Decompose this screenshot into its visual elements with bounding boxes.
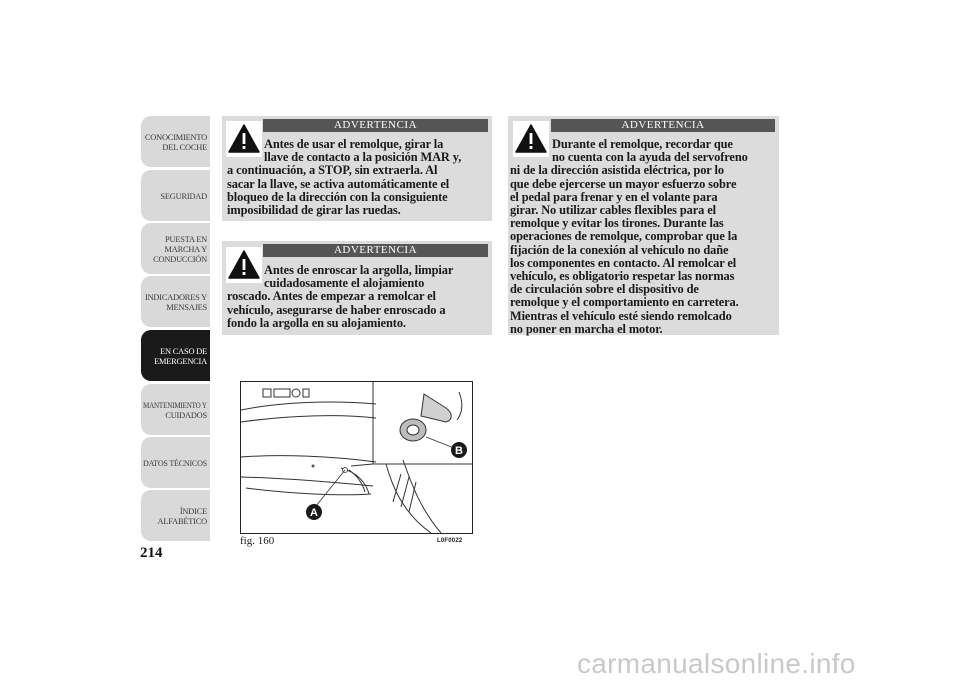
tab-label-line: CONDUCCIÓN [153, 254, 207, 264]
warning-line: imposibilidad de girar las ruedas. [227, 203, 401, 218]
warning-heading: ADVERTENCIA [263, 244, 488, 257]
warning-line: Antes de enroscar la argolla, limpiar [264, 263, 454, 277]
warning-heading: ADVERTENCIA [263, 119, 488, 132]
page-number: 214 [140, 545, 163, 561]
warning-line: girar. No utilizar cables flexibles para el [510, 203, 716, 218]
tab-label-line: SEGURIDAD [160, 191, 207, 201]
warning-line: Durante el remolque, recordar que [552, 137, 733, 151]
tab-label-line: PUESTA EN [165, 234, 207, 244]
tab-label-line: EN CASO DE [160, 346, 207, 356]
warning-heading: ADVERTENCIA [551, 119, 775, 132]
warning-line: Mientras el vehículo esté siendo remolcado [510, 308, 732, 323]
warning-line: fijación de la conexión al vehículo no dañe [510, 242, 729, 257]
warning-line: el pedal para frenar y en el volante para [510, 189, 718, 204]
warning-line: remolque y evitar los tirones. Durante las [510, 216, 724, 231]
tab-label-line: MANTENIMIENTO Y [143, 400, 207, 410]
warning-line: Antes de usar el remolque, girar la [264, 137, 444, 151]
callout-a [306, 504, 322, 520]
warning-line: operaciones de remolque, comprobar que la [510, 229, 738, 244]
tab-label-line: CUIDADOS [165, 410, 207, 420]
warning-line: no cuenta con la ayuda del servofreno [552, 150, 748, 165]
warning-box-3 [508, 116, 779, 335]
warning-line: los componentes en contacto. Al remolcar el [510, 255, 737, 270]
tab-label-line: ALFABÉTICO [157, 516, 207, 526]
warning-text [510, 138, 777, 336]
warning-line: a continuación, a STOP, sin extraerla. Al [227, 163, 438, 178]
rear-bumper-drawing [241, 382, 472, 533]
tab-datos-tecnicos[interactable] [141, 437, 210, 488]
warning-text [227, 138, 489, 217]
watermark: carmanualsonline.info [577, 648, 856, 679]
svg-text:A: A [310, 507, 318, 519]
warning-line: sacar la llave, se activa automáticamente el [227, 176, 450, 191]
warning-line: vehículo, asegurarse de haber enroscado a [227, 302, 446, 317]
tab-label-line: MENSAJES [166, 302, 207, 312]
warning-line: vehículo, es obligatorio respetar las normas [510, 269, 735, 284]
warning-line: cuidadosamente el alojamiento [264, 276, 425, 291]
warning-line: que debe ejercerse un mayor esfuerzo sobre [510, 176, 737, 191]
tab-label-line: INDICADORES Y [145, 292, 207, 302]
tab-label-line: ÍNDICE [179, 506, 207, 516]
tab-label-line: MARCHA Y [164, 244, 207, 254]
tow-hook-illustration [240, 381, 473, 534]
warning-line: de circulación sobre el dispositivo de [510, 282, 699, 297]
warning-line: no poner en marcha el motor. [510, 321, 663, 336]
warning-line: bloqueo de la dirección con la consiguiente [227, 189, 448, 204]
tab-seguridad[interactable] [141, 170, 210, 221]
warning-text [227, 264, 489, 330]
tab-puesta-en-marcha[interactable] [141, 223, 210, 274]
tab-label-line: EMERGENCIA [154, 356, 207, 366]
tab-conocimiento-del-coche[interactable] [141, 116, 210, 167]
tab-indicadores-y-mensajes[interactable] [141, 276, 210, 327]
tab-indice-alfabetico[interactable] [141, 490, 210, 541]
tab-label-line: CONOCIMIENTO [144, 132, 207, 142]
figure-code: L0F0022 [437, 538, 463, 544]
tab-mantenimiento-y-cuidados[interactable] [141, 384, 210, 435]
warning-line: remolque y el comportamiento en carretera. [510, 295, 739, 310]
warning-box-2 [222, 241, 492, 335]
warning-line: ni de la dirección asistida eléctrica, por lo [510, 163, 724, 178]
warning-box-1 [222, 116, 492, 221]
warning-line: roscado. Antes de empezar a remolcar el [227, 289, 436, 304]
tab-en-caso-de-emergencia[interactable] [141, 330, 210, 381]
warning-line: llave de contacto a la posición MAR y, [264, 150, 462, 165]
callout-b [451, 442, 467, 458]
warning-line: fondo la argolla en su alojamiento. [227, 315, 406, 330]
figure-caption: fig. 160 [240, 535, 275, 547]
tab-label-line: DEL COCHE [162, 142, 207, 152]
tab-label-line: DATOS TÉCNICOS [143, 458, 207, 468]
svg-text:B: B [455, 445, 463, 457]
